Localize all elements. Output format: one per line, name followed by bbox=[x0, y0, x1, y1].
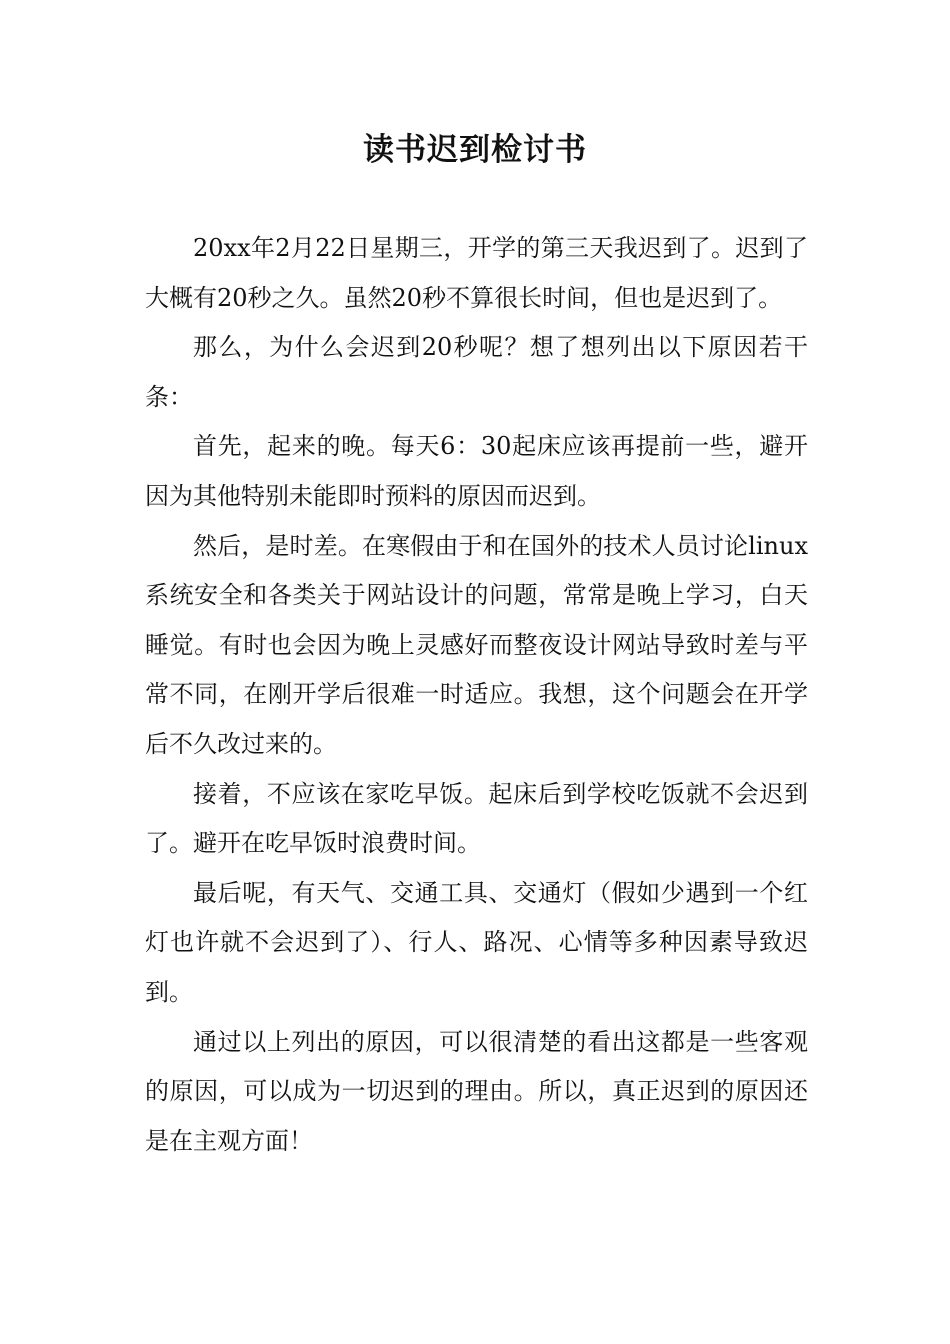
paragraph-1: 20xx年2月22日星期三，开学的第三天我迟到了。迟到了大概有20秒之久。虽然20秒不算很长时间，但也是迟到了。 bbox=[145, 234, 808, 312]
paragraph-5: 接着，不应该在家吃早饭。起床后到学校吃饭就不会迟到了。避开在吃早饭时浪费时间。 bbox=[145, 779, 808, 858]
document-title: 读书迟到检讨书 bbox=[363, 132, 587, 168]
paragraph-3: 首先，起来的晚。每天6：30起床应该再提前一些，避开因为其他特别未能即时预料的原因而迟到。 bbox=[145, 432, 808, 510]
paragraph-7: 通过以上列出的原因，可以很清楚的看出这都是一些客观的原因，可以成为一切迟到的理由。所以，真正迟到的原因还是在主观方面！ bbox=[145, 1027, 808, 1155]
paragraph-6: 最后呢，有天气、交通工具、交通灯（假如少遇到一个红灯也许就不会迟到了）、行人、路况、心情等多种因素导致迟到。 bbox=[145, 878, 808, 1006]
document-body bbox=[145, 224, 808, 1166]
paragraph-4: 然后，是时差。在寒假由于和在国外的技术人员讨论linux系统安全和各类关于网站设计的问题，常常是晚上学习，白天睡觉。有时也会因为晚上灵感好而整夜设计网站导致时差与平常不同，在刚开学后很难一时适应。我想，这个问题会在开学后不久改过来的。 bbox=[145, 531, 808, 758]
paragraph-2: 那么，为什么会迟到20秒呢？想了想列出以下原因若干条： bbox=[145, 333, 808, 411]
